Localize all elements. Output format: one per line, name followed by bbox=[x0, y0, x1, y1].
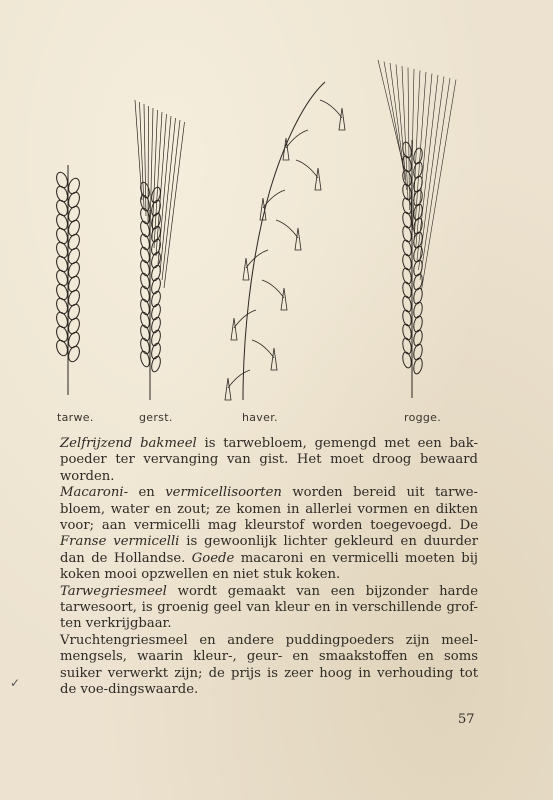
barley-ear bbox=[135, 100, 185, 400]
text-run: en bbox=[128, 485, 166, 501]
oat-panicle bbox=[225, 82, 345, 400]
margin-mark: ✓ bbox=[10, 676, 21, 690]
paragraph bbox=[60, 485, 478, 583]
text-run: macaroni en vermicelli moeten bij koken mooi opzwellen en niet stuk koken. bbox=[60, 550, 479, 583]
italic-term: Tarwegriesmeel bbox=[60, 583, 167, 599]
text-run: worden bereid uit tarwe-bloem, water en zout; ze komen in allerlei vormen en dikten voor; aan vermicelli mag kleurstof worden toegevoegd. De bbox=[60, 485, 478, 534]
caption-rogge: rogge. bbox=[404, 411, 442, 424]
italic-term: Franse vermicelli bbox=[60, 534, 180, 550]
wheat-ear bbox=[55, 165, 82, 395]
paragraph bbox=[60, 436, 478, 485]
text-run: Vruchtengriesmeel en andere puddingpoeders zijn meel-mengsels, waarin kleur-, geur- en smaakstoffen en soms suiker verwerkt zijn; de prijs is zeer hoog in verhouding tot de voe-dingswaarde. bbox=[60, 632, 478, 698]
body-text bbox=[60, 436, 478, 699]
text-run: is tarwebloem, gemengd met een bak-poeder ter vervanging van gist. Het moet droog bewaard worden. bbox=[60, 436, 478, 484]
paragraph bbox=[60, 633, 478, 699]
italic-term: Goede bbox=[191, 550, 235, 566]
italic-term: Macaroni- bbox=[60, 485, 129, 501]
italic-term: Zelfrijzend bakmeel bbox=[60, 436, 197, 451]
caption-haver: haver. bbox=[242, 411, 278, 424]
page-number: 57 bbox=[458, 712, 475, 727]
grain-illustration bbox=[0, 40, 553, 410]
rye-ear bbox=[378, 60, 456, 398]
text-run: is gewoonlijk lichter gekleurd en duurder dan de Hollandse. bbox=[60, 534, 478, 566]
text-run: wordt gemaakt van een bijzonder harde tarwesoort, is groenig geel van kleur en in verschillende grof-ten verkrijgbaar. bbox=[60, 583, 478, 632]
caption-gerst: gerst. bbox=[139, 411, 173, 424]
caption-tarwe: tarwe. bbox=[57, 411, 94, 424]
paragraph bbox=[60, 584, 478, 633]
italic-term: vermicellisoorten bbox=[165, 485, 282, 501]
